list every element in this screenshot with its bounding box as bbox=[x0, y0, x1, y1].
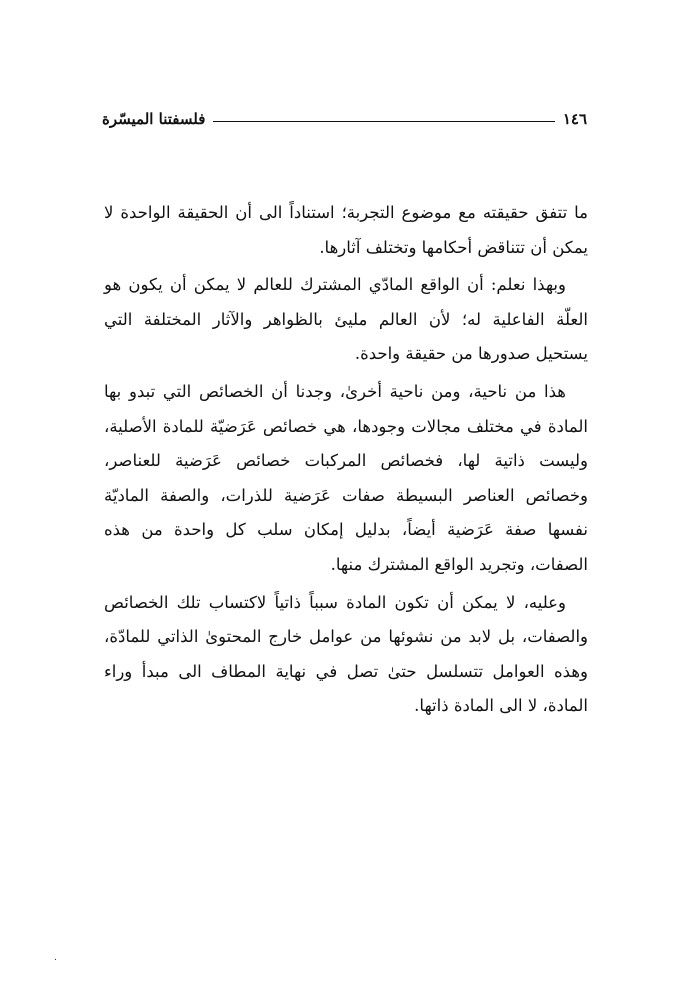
footer-mark: ٠ bbox=[53, 955, 58, 965]
paragraph: وعليه، لا يمكن أن تكون المادة سبباً ذاتياً لاكتساب تلك الخصائص والصفات، بل لابد من نشوئها من عوامل خارج المحتوىٰ الذاتي للمادّة، وهذه العوامل تتسلسل حتىٰ تصل في نهاية المطاف الى مبدأ وراء المادة، لا الى المادة ذاتها. bbox=[104, 592, 588, 716]
paragraph: هذا من ناحية، ومن ناحية أخرىٰ، وجدنا أن الخصائص التي تبدو بها المادة في مختلف مجالات وجودها، هي خصائص عَرَضيّة للمادة الأصلية، وليست ذاتية لها، فخصائص المركبات خصائص عَرَضية للعناصر، وخصائص العناصر البسيطة صفات عَرَضية للذرات، والصفة الماديّة نفسها صفة عَرَضية أيضاً، بدليل إمكان سلب كل واحدة من هذه الصفات، وتجريد الواقع المشترك منها. bbox=[104, 381, 588, 574]
paragraph-continued: ما تتفق حقيقته مع موضوع التجربة؛ استناداً الى أن الحقيقة الواحدة لا يمكن أن تتناقض أحكامها وتختلف آثارها. bbox=[104, 203, 588, 257]
page-header bbox=[102, 104, 587, 134]
header-rule bbox=[213, 121, 554, 122]
paragraph: وبهذا نعلم: أن الواقع المادّي المشترك للعالم لا يمكن أن يكون هو العلّة الفاعلية له؛ لأن العالم مليئ بالظواهر والآثار المختلفة التي يستحيل صدورها من حقيقة واحدة. bbox=[104, 275, 588, 364]
page-number: ١٤٦ bbox=[562, 110, 587, 128]
running-title: فلسفتنا الميسّرة bbox=[102, 110, 206, 128]
body-text bbox=[104, 196, 588, 727]
